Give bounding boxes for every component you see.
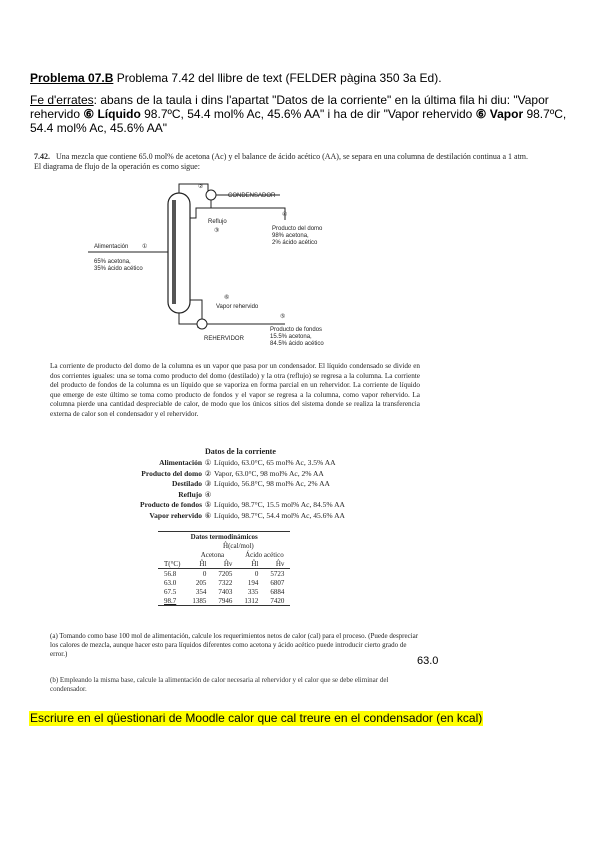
- cell: 7946: [218, 596, 233, 605]
- reboiler-icon: [197, 319, 207, 329]
- errata-text-3: 98.7ºC, 54.4 mol% Ac, 45.6% AA": [30, 107, 567, 135]
- stream-name: Reflujo: [178, 489, 202, 499]
- stream-data-list: [80, 458, 345, 521]
- errata-vapor: Vapor: [486, 107, 524, 121]
- thermo-table: [158, 531, 290, 606]
- reflux-label: Reflujo: [208, 219, 227, 225]
- bottoms-line: [179, 313, 198, 328]
- stream-3-label: ③: [214, 228, 220, 234]
- reflux-line: [190, 208, 211, 218]
- thermo-unit: Ĥ(cal/mol): [223, 541, 254, 550]
- cell: 335: [247, 587, 259, 596]
- cell: 7420: [270, 596, 285, 605]
- stream-row: [80, 479, 345, 490]
- circled-6-icon: ⑥: [475, 107, 487, 121]
- stream-value: Líquido, 63.0°C, 65 mol% Ac, 3.5% AA: [214, 458, 336, 467]
- stream-4-label: ④: [282, 212, 288, 218]
- errata-paragraph: [30, 93, 580, 135]
- condenser-icon: [206, 190, 216, 200]
- feed-label: Alimentación: [94, 244, 129, 250]
- stream-name: Producto del domo: [141, 468, 202, 478]
- stream-number: ③: [204, 479, 212, 488]
- stream-number: ④: [204, 489, 212, 499]
- cell: 0: [202, 569, 207, 578]
- moodle-instruction: Escriure en el qüestionari de Moodle calor que cal treure en el condensador (en kcal): [30, 711, 483, 725]
- vapor-line: [179, 184, 208, 193]
- cell: 0: [254, 569, 259, 578]
- top-product-composition-2: 2% ácido acético: [272, 240, 318, 246]
- table-row: [158, 569, 290, 579]
- cell: 7322: [218, 578, 233, 587]
- distillate-line: [211, 200, 288, 220]
- cell: 6807: [270, 578, 285, 587]
- cell: 7403: [218, 587, 233, 596]
- cell: 1385: [192, 596, 207, 605]
- stream-number: ②: [204, 468, 212, 478]
- stream-number: ①: [204, 458, 212, 467]
- stream-row: [80, 469, 345, 480]
- condenser-label: CONDENSADOR: [228, 193, 276, 199]
- stream-row: [80, 458, 345, 469]
- problem-heading: [30, 71, 580, 85]
- thermo-title: Datos termodinámicos: [190, 532, 258, 541]
- cell: 6884: [270, 587, 285, 596]
- col-header: Ĥv: [275, 559, 285, 568]
- acido-header: Ácido acético: [245, 550, 284, 559]
- table-row: [158, 596, 290, 606]
- errata-label: Fe d'errates: [30, 93, 94, 107]
- bottoms-label: Producto de fondos: [270, 327, 323, 333]
- cell: 98.7: [164, 596, 177, 605]
- col-header: Ĥl: [251, 559, 259, 568]
- statement-text: Una mezcla que contiene 65.0 mol% de acetona (Ac) y el balance de ácido acético (AA), se separa en una columna de destilación continua a 1 atm. El diagrama de flujo de la operación es como sigue:: [34, 152, 529, 171]
- reboiler-label: REHERVIDOR: [204, 336, 244, 342]
- table-row: [158, 578, 290, 587]
- cell: 354: [195, 587, 207, 596]
- column-shade: [172, 200, 176, 304]
- acetona-header: Acetona: [200, 550, 225, 559]
- stream-5-label: ⑤: [280, 314, 286, 320]
- question-a: (a) Tomando como base 100 mol de alimentación, calcule los requerimientos netos de calor (cal) para el proceso. (Puede despreciar los calores de mezcla, aunque hacer esto para líquidos diferentes como acetona y ácido acético puede introducir cierto grado de error.): [50, 632, 419, 658]
- bottoms-composition-2: 84.5% ácido acético: [270, 341, 324, 347]
- stream-row: [80, 500, 345, 511]
- cell: 56.8: [164, 569, 177, 578]
- feed-composition-2: 35% ácido acético: [94, 266, 143, 272]
- problem-text: Problema 7.42 del llibre de text (FELDER pàgina 350 3a Ed).: [113, 71, 442, 85]
- reboiled-vapor-label: Vapor rehervido: [216, 304, 259, 310]
- col-header: Ĥl: [199, 559, 207, 568]
- top-product-composition-1: 98% acetona,: [272, 233, 309, 239]
- cell: 1312: [244, 596, 259, 605]
- cell: 205: [195, 578, 207, 587]
- stream-value: Líquido, 98.7°C, 54.4 mol% Ac, 45.6% AA: [214, 510, 345, 520]
- cell: 194: [247, 578, 259, 587]
- bottoms-composition-1: 15.5% acetona,: [270, 334, 312, 340]
- problem-statement: [34, 152, 534, 172]
- errata-text-1: : abans de la taula i dins l'apartat "Datos de la corriente" en la última fila hi diu: "Vapor rehervido: [30, 93, 549, 121]
- feed-composition-1: 65% acetona,: [94, 259, 131, 265]
- col-header: Ĥv: [223, 559, 233, 568]
- stream-number: ⑥: [204, 510, 212, 520]
- stream-name: Alimentación: [159, 458, 202, 467]
- stream-value: Vapor, 63.0°C, 98 mol% Ac, 2% AA: [214, 468, 324, 478]
- stream-1-label: ①: [142, 244, 148, 250]
- top-product-label: Producto del domo: [272, 226, 323, 232]
- stream-name: Vapor rehervido: [149, 510, 202, 520]
- stream-data-title: Datos de la corriente: [205, 447, 276, 456]
- stream-2-label: ②: [198, 184, 204, 190]
- stream-name: Destilado: [172, 479, 202, 488]
- cell: 63.0: [164, 578, 177, 587]
- circled-6-icon: ⑥: [83, 107, 95, 121]
- distillation-diagram: [80, 178, 460, 358]
- column-shape: [168, 193, 190, 313]
- score-value: 63.0: [417, 655, 439, 667]
- stream-value: Líquido, 56.8°C, 98 mol% Ac, 2% AA: [214, 479, 330, 488]
- col-header: T(°C): [164, 559, 181, 568]
- stream-row: [80, 511, 345, 522]
- table-row: [158, 587, 290, 596]
- problem-number: 7.42.: [34, 152, 50, 161]
- stream-number: ⑤: [204, 500, 212, 509]
- errata-text-2: 98.7ºC, 54.4 mol% Ac, 45.6% AA" i ha de dir "Vapor rehervido: [140, 107, 476, 121]
- stream-value: Líquido, 98.7°C, 15.5 mol% Ac, 84.5% AA: [214, 500, 345, 509]
- cell: 67.5: [164, 587, 177, 596]
- stream-6-label: ⑥: [224, 295, 230, 301]
- cell: 5723: [270, 569, 285, 578]
- question-b: (b) Empleando la misma base, calcule la alimentación de calor necesaria al rehervidor y el calor que se debe eliminar del condensador.: [50, 676, 389, 693]
- description-paragraph: La corriente de producto del domo de la columna es un vapor que pasa por un condensador. El líquido condensado se divide en dos corrientes iguales: una se toma como producto del domo (destilado) y la otra (reflujo) se regresa a la columna. La corriente del producto de fondos de la columna es un líquido que se vaporiza en forma parcial en un rehervidor. La corriente de líquido que emerge de este último se toma como producto de fondos y el vapor se regresa a la columna, como vapor rehervido. La columna pierde una cantidad despreciable de calor, de modo que los únicos sitios del sistema donde se realiza la transferencia externa de calor son el condensador y el rehervidor.: [50, 362, 420, 418]
- errata-liquido: Líquido: [94, 107, 141, 121]
- stream-row: [80, 490, 345, 501]
- cell: 7205: [218, 569, 233, 578]
- stream-name: Producto de fondos: [140, 500, 202, 509]
- problem-label: Problema 07.B: [30, 71, 114, 85]
- reboiled-vapor-line: [190, 300, 202, 319]
